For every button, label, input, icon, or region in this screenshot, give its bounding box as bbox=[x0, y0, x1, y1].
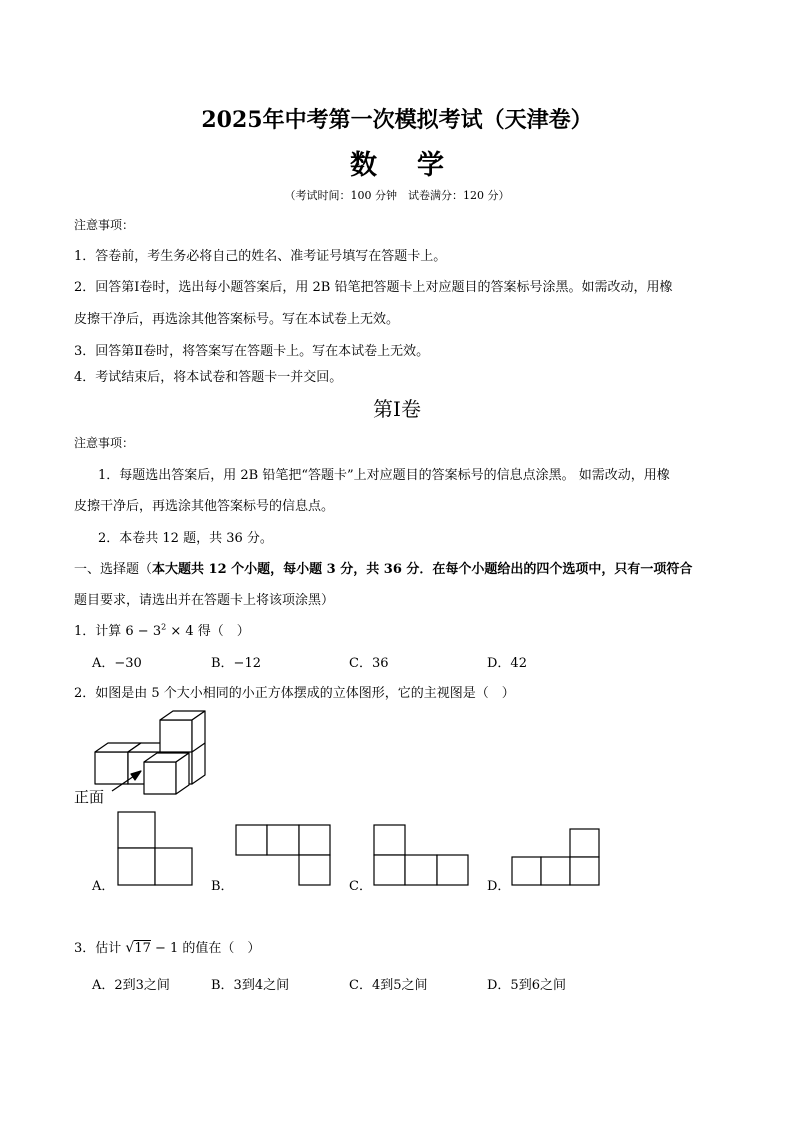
part-label: 一、选择题（ bbox=[74, 562, 153, 577]
notice-heading: 注意事项： bbox=[74, 436, 135, 450]
notice-item: 1．每题选出答案后，用 2B 铅笔把“答题卡”上对应题目的答案标号的信息点涂黑。 如需改动，用橡 bbox=[98, 468, 670, 483]
subject-title bbox=[0, 143, 794, 182]
q1-option-b[interactable]: B．−12 bbox=[211, 656, 261, 671]
subject-char-2: 学 bbox=[417, 150, 444, 181]
q3-stem-b: − 1 的值在（ ） bbox=[150, 941, 261, 956]
part-heading bbox=[74, 558, 692, 577]
notice-item: 4．考试结束后，将本试卷和答题卡一并交回。 bbox=[74, 370, 343, 385]
q1-option-c[interactable]: C．36 bbox=[349, 656, 389, 671]
section-title: 第Ⅰ卷 bbox=[373, 397, 421, 421]
notice-item: 皮擦干净后，再选涂其他答案标号的信息点。 bbox=[74, 499, 335, 514]
question-3-stem bbox=[74, 937, 260, 956]
q2-option-b-label[interactable]: B． bbox=[211, 879, 234, 894]
exam-title: 2025年中考第一次模拟考试（天津卷） bbox=[201, 107, 593, 133]
notice-item: 2．回答第Ⅰ卷时，选出每小题答案后，用 2B 铅笔把答题卡上对应题目的答案标号涂黑。如需改动，用橡 bbox=[74, 280, 673, 295]
part-instructions: 本大题共 12 个小题，每小题 3 分，共 36 分．在每个小题给出的四个选项中，只有一项符合 bbox=[152, 562, 693, 577]
q3-radicand: 17 bbox=[134, 941, 151, 956]
q3-stem-a: 3．估计 bbox=[74, 941, 126, 956]
q1-stem-a: 1．计算 6 − 3 bbox=[74, 624, 162, 639]
sqrt-icon: √ bbox=[125, 940, 135, 956]
notice-item: 1．答卷前，考生务必将自己的姓名、准考证号填写在答题卡上。 bbox=[74, 249, 447, 264]
question-2-stem: 2．如图是由 5 个大小相同的小正方体摆成的立体图形，它的主视图是（ ） bbox=[74, 686, 515, 701]
notice-item: 3．回答第Ⅱ卷时，将答案写在答题卡上。写在本试卷上无效。 bbox=[74, 344, 430, 359]
question-1-stem bbox=[74, 620, 250, 639]
q2-option-c-label[interactable]: C． bbox=[349, 879, 372, 894]
q1-stem-b: × 4 得（ ） bbox=[166, 624, 250, 639]
q1-option-a[interactable]: A．−30 bbox=[92, 656, 142, 671]
q3-option-c[interactable]: C．4到5之间 bbox=[349, 978, 428, 993]
q2-front-label: 正面 bbox=[74, 788, 105, 806]
subject-char-1: 数 bbox=[350, 150, 377, 181]
notice-heading: 注意事项： bbox=[74, 218, 135, 232]
q1-exponent: 2 bbox=[161, 622, 167, 632]
notice-item: 皮擦干净后，再选涂其他答案标号。写在本试卷上无效。 bbox=[74, 312, 400, 327]
notice-item: 2．本卷共 12 题，共 36 分。 bbox=[98, 531, 273, 546]
q1-option-d[interactable]: D．42 bbox=[487, 656, 527, 671]
part-heading-line2: 题目要求，请选出并在答题卡上将该项涂黑） bbox=[74, 593, 335, 608]
q2-option-d-label[interactable]: D． bbox=[487, 879, 511, 894]
q3-option-d[interactable]: D．5到6之间 bbox=[487, 978, 566, 993]
time-info: （考试时间：100 分钟 试卷满分：120 分） bbox=[284, 189, 510, 202]
q3-option-b[interactable]: B．3到4之间 bbox=[211, 978, 290, 993]
q2-option-a-label[interactable]: A． bbox=[92, 879, 115, 894]
q3-option-a[interactable]: A．2到3之间 bbox=[92, 978, 170, 993]
